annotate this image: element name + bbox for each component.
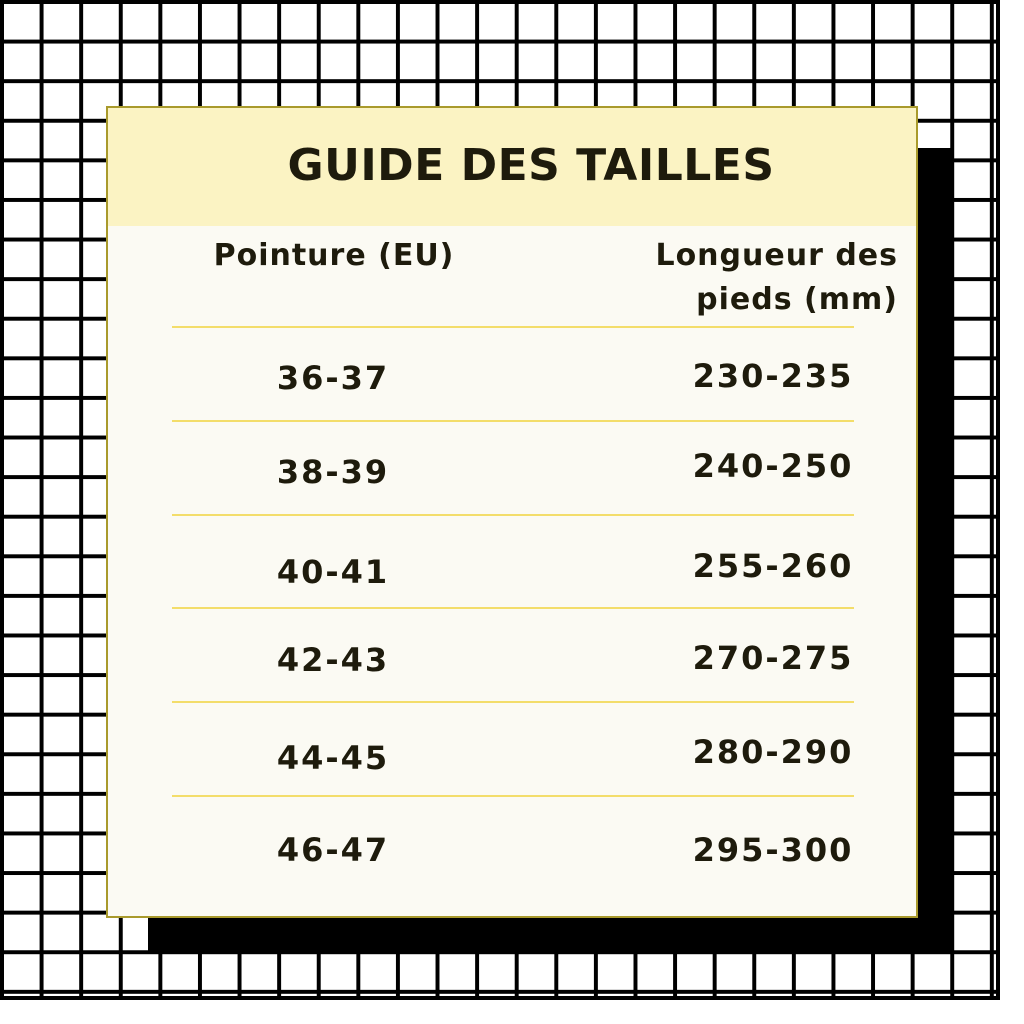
row-divider (172, 701, 854, 703)
column-header-length-line2: pieds (mm) (696, 282, 898, 317)
card-header (108, 108, 916, 226)
size-cell: 38-39 (276, 453, 390, 491)
length-cell: 230-235 (692, 357, 854, 395)
column-header-size: Pointure (EU) (213, 238, 455, 273)
page-title: GUIDE DES TAILLES (287, 140, 775, 191)
row-divider (172, 420, 854, 422)
size-cell: 36-37 (276, 359, 390, 397)
row-divider (172, 795, 854, 797)
length-cell: 280-290 (692, 733, 854, 771)
column-header-length-line1: Longueur des (655, 238, 898, 273)
row-divider (172, 326, 854, 328)
column-header-length (598, 234, 898, 322)
size-cell: 44-45 (276, 739, 390, 777)
size-cell: 42-43 (276, 641, 390, 679)
length-cell: 295-300 (692, 831, 854, 869)
row-divider (172, 514, 854, 516)
length-cell: 240-250 (692, 447, 854, 485)
row-divider (172, 607, 854, 609)
length-cell: 255-260 (692, 547, 854, 585)
size-cell: 40-41 (276, 553, 390, 591)
size-cell: 46-47 (276, 831, 390, 869)
length-cell: 270-275 (692, 639, 854, 677)
size-guide-card (106, 106, 918, 918)
